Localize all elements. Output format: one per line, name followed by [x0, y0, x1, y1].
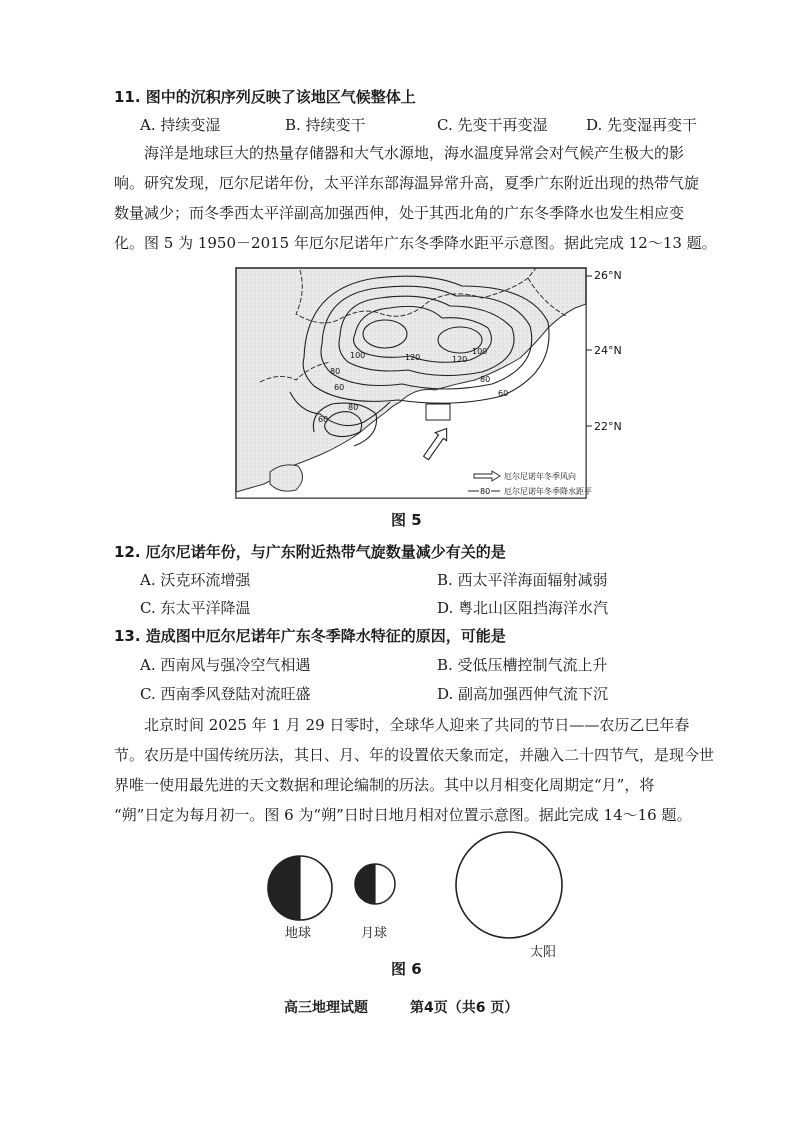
footer-page-number: 第4页（共6 页） — [410, 1000, 519, 1016]
contour-label: 120 — [452, 355, 468, 364]
contour-label: 100 — [472, 347, 488, 356]
contour-label: 60 — [334, 383, 345, 392]
legend-wind-label: 厄尔尼诺年冬季风向 — [504, 472, 576, 481]
earth-icon — [268, 856, 332, 920]
q13-option-c: C. 西南季风登陆对流旺盛 — [140, 685, 311, 703]
q12-option-c: C. 东太平洋降温 — [140, 599, 251, 617]
earth-label: 地球 — [285, 926, 312, 941]
figure5-map — [230, 262, 670, 507]
q11-option-c: C. 先变干再变湿 — [437, 116, 548, 134]
passage-line: 数量减少；而冬季西太平洋副高加强西伸，处于其西北角的广东冬季降水也发生相应变 — [114, 204, 685, 222]
lat-label-22: 22°N — [594, 420, 622, 433]
sun-label: 太阳 — [530, 945, 557, 960]
q13-option-d: D. 副高加强西伸气流下沉 — [437, 685, 609, 703]
passage-line: “朔”日定为每月初一。图 6 为“朔”日时日地月相对位置示意图。据此完成 14～16 题。 — [114, 806, 692, 824]
contour-label: 60 — [318, 415, 329, 424]
q11-option-a: A. 持续变湿 — [140, 116, 221, 134]
q12-option-a: A. 沃克环流增强 — [140, 571, 251, 589]
contour-label: 80 — [480, 375, 491, 384]
figure5-caption: 图 5 — [391, 511, 422, 529]
q12-option-d: D. 粤北山区阻挡海洋水汽 — [437, 599, 609, 617]
passage-line: 化。图 5 为 1950－2015 年厄尔尼诺年广东冬季降水距平示意图。据此完成 12～13 题。 — [114, 234, 717, 252]
contour-label: 60 — [498, 389, 509, 398]
q11-stem: 11. 图中的沉积序列反映了该地区气候整体上 — [114, 88, 416, 106]
sun-icon — [456, 832, 562, 938]
lat-label-24: 24°N — [594, 344, 622, 357]
passage-line: 界唯一使用最先进的天文数据和理论编制的历法。其中以月相变化周期定“月”，将 — [114, 776, 655, 794]
lat-label-26: 26°N — [594, 269, 622, 282]
contour-label: 80 — [330, 367, 341, 376]
passage-line: 响。研究发现，厄尔尼诺年份，太平洋东部海温异常升高，夏季广东附近出现的热带气旋 — [114, 174, 700, 192]
q12-stem: 12. 厄尔尼诺年份，与广东附近热带气旋数量减少有关的是 — [114, 543, 506, 561]
contour-label: 100 — [350, 351, 366, 360]
passage-line: 海洋是地球巨大的热量存储器和大气水源地，海水温度异常会对气候产生极大的影 — [144, 144, 685, 162]
passage-line: 北京时间 2025 年 1 月 29 日零时，全球华人迎来了共同的节日——农历乙巳年春 — [144, 716, 690, 734]
q11-option-b: B. 持续变干 — [285, 116, 366, 134]
figure6-diagram — [255, 828, 565, 963]
passage-line: 节。农历是中国传统历法，其日、月、年的设置依天象而定，并融入二十四节气，是现今世 — [114, 746, 715, 764]
q12-option-b: B. 西太平洋海面辐射减弱 — [437, 571, 608, 589]
hainan-island — [270, 465, 303, 491]
q13-stem: 13. 造成图中厄尔尼诺年广东冬季降水特征的原因，可能是 — [114, 627, 506, 645]
legend-contour-label: 厄尔尼诺年冬季降水距平 — [504, 487, 592, 496]
footer-subject: 高三地理试题 — [284, 1000, 368, 1016]
figure6-caption: 图 6 — [391, 960, 422, 978]
legend-contour-sample: 80 — [480, 487, 491, 496]
q11-option-d: D. 先变湿再变干 — [586, 116, 698, 134]
moon-icon — [355, 864, 395, 904]
q13-option-a: A. 西南风与强冷空气相遇 — [140, 656, 311, 674]
contour-label: 120 — [405, 353, 421, 362]
moon-label: 月球 — [361, 926, 388, 941]
passage-el-nino — [114, 138, 746, 258]
q13-option-b: B. 受低压槽控制气流上升 — [437, 656, 608, 674]
contour-label: 80 — [348, 403, 359, 412]
passage-lunar-calendar — [114, 710, 746, 830]
